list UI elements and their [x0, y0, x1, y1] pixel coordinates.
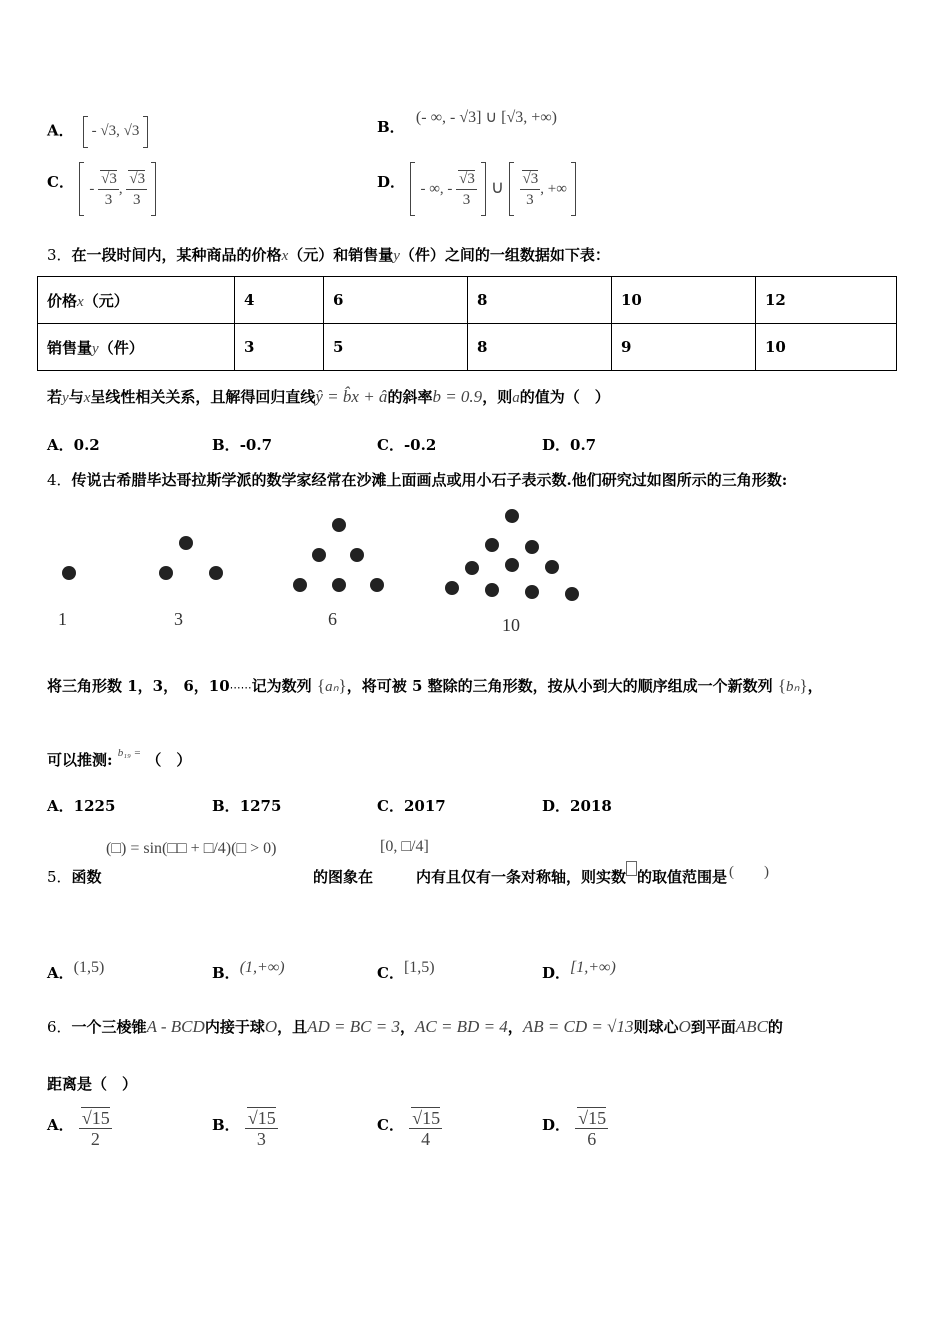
left-paren — [410, 162, 415, 216]
q5-stem-middle: 的图象在 — [313, 868, 374, 886]
q5-stem: 5．函数 — [47, 868, 102, 886]
dot — [445, 581, 459, 595]
q2-option-a[interactable] — [47, 116, 148, 148]
q4-sequence-text: 将三角形数 1，3， 6，10⋯⋯记为数列 {aₙ}，将可被 5 整除的三角形数，按从小到大的顺序组成一个新数列 {bₙ}， — [47, 676, 823, 695]
table-row — [38, 324, 897, 371]
q3-option-a[interactable]: A．0.2 — [47, 436, 100, 454]
price-sales-table — [37, 276, 897, 371]
table-cell: 5 — [324, 324, 468, 371]
row-header: 价格x（元） — [38, 277, 235, 324]
q6-option-d[interactable]: D． $\frac{√15}{6}$ — [542, 1108, 607, 1149]
q4-option-b[interactable]: B．1275 — [212, 797, 282, 815]
dot — [505, 558, 519, 572]
dot — [209, 566, 223, 580]
table-cell: 3 — [235, 324, 324, 371]
q4-option-c[interactable]: C．2017 — [377, 797, 446, 815]
dot — [565, 587, 579, 601]
dot — [465, 561, 479, 575]
table-cell: 4 — [235, 277, 324, 324]
table-cell: 8 — [468, 277, 612, 324]
q5-interval: [0, □/4] — [380, 838, 429, 855]
option-label: C． — [47, 173, 74, 191]
q5-option-d[interactable]: D．[1,+∞) — [542, 959, 616, 982]
table-row — [38, 277, 897, 324]
table-cell: 9 — [612, 324, 756, 371]
table-cell: 6 — [324, 277, 468, 324]
q3-stem: 3．在一段时间内，某种商品的价格x（元）和销售量y（件）之间的一组数据如下表： — [47, 246, 610, 264]
dot — [485, 538, 499, 552]
table-cell: 12 — [756, 277, 897, 324]
q3-condition: 若y与x呈线性相关关系，且解得回归直线ŷ = b̂x + â的斜率b = 0.9，则a的值为（ ） — [47, 387, 610, 406]
q5-option-b[interactable]: B．(1,+∞) — [212, 959, 285, 982]
dot — [332, 578, 346, 592]
q6-stem: 6．一个三棱锥A - BCD内接于球O，且AD = BC = 3，AC = BD = 4，AB = CD = √13则球心O到平面ABC的 — [47, 1017, 783, 1036]
option-label: D． — [377, 173, 406, 191]
q2-option-b[interactable] — [377, 106, 557, 136]
dot — [350, 548, 364, 562]
dot — [179, 536, 193, 550]
table-cell: 10 — [612, 277, 756, 324]
option-d-expression: - ∞, - $\frac{√3}{3}$ — [420, 171, 475, 209]
q3-option-c[interactable]: C．-0.2 — [377, 436, 437, 454]
row-header: 销售量y（件） — [38, 324, 235, 371]
figure-label: 10 — [502, 615, 520, 635]
dot — [293, 578, 307, 592]
option-label: A． — [47, 121, 74, 140]
q6-stem-line2: 距离是（ ） — [47, 1075, 138, 1093]
expr: - √3, √3 — [91, 123, 140, 140]
dot — [312, 548, 326, 562]
q6-option-a[interactable]: A． $\frac{√15}{2}$ — [47, 1108, 110, 1149]
omega-glyph — [626, 861, 637, 876]
left-bracket — [83, 116, 88, 148]
q3-option-b[interactable]: B．-0.7 — [212, 436, 273, 454]
dot — [545, 560, 559, 574]
dot — [370, 578, 384, 592]
left-bracket — [79, 162, 84, 216]
option-b-expression: (- ∞, - √3] ∪ [√3, +∞) — [415, 109, 557, 126]
option-c-expression: - $\frac{√3}{3}$ , $\frac{√3}{3}$ — [89, 171, 146, 209]
figure-label: 1 — [58, 609, 67, 629]
dot — [525, 585, 539, 599]
table-cell: 10 — [756, 324, 897, 371]
option-label: B． — [377, 118, 405, 136]
dot — [332, 518, 346, 532]
q5-stem-end: 内有且仅有一条对称轴，则实数 的取值范围是 ( ) — [416, 866, 769, 887]
q5-option-a[interactable]: A．(1,5) — [47, 959, 105, 982]
dot — [505, 509, 519, 523]
q3-option-d[interactable]: D．0.7 — [542, 436, 597, 454]
q4-infer-text: 可以推测: b₁₉ = （ ） — [47, 747, 192, 769]
dot — [485, 583, 499, 597]
q6-option-c[interactable]: C． $\frac{√15}{4}$ — [377, 1108, 441, 1149]
dot — [525, 540, 539, 554]
q2-option-d[interactable]: D． - ∞, - $\frac{√3}{3}$ ∪ $\frac{√3}{3}$ , +∞ — [377, 162, 576, 216]
q2-option-c[interactable] — [47, 162, 156, 216]
figure-label: 6 — [328, 609, 337, 629]
table-cell: 8 — [468, 324, 612, 371]
right-bracket — [143, 116, 148, 148]
figure-label: 3 — [174, 609, 183, 629]
option-a-expression — [83, 123, 148, 139]
triangle-numbers-figure — [40, 505, 600, 640]
right-bracket — [151, 162, 156, 216]
q5-function-formula: (□) = sin(□□ + □/4)(□ > 0) — [106, 840, 277, 857]
bracket — [481, 162, 486, 216]
q5-option-c[interactable]: C．[1,5) — [377, 959, 435, 982]
q4-option-d[interactable]: D．2018 — [542, 797, 612, 815]
q4-stem: 4．传说古希腊毕达哥拉斯学派的数学家经常在沙滩上面画点或用小石子表示数.他们研究过如图所示的三角形数: — [47, 471, 788, 489]
q6-option-b[interactable]: B． $\frac{√15}{3}$ — [212, 1108, 276, 1149]
q4-option-a[interactable]: A．1225 — [47, 797, 116, 815]
dot — [159, 566, 173, 580]
right-paren — [571, 162, 576, 216]
bracket — [509, 162, 514, 216]
dot — [62, 566, 76, 580]
